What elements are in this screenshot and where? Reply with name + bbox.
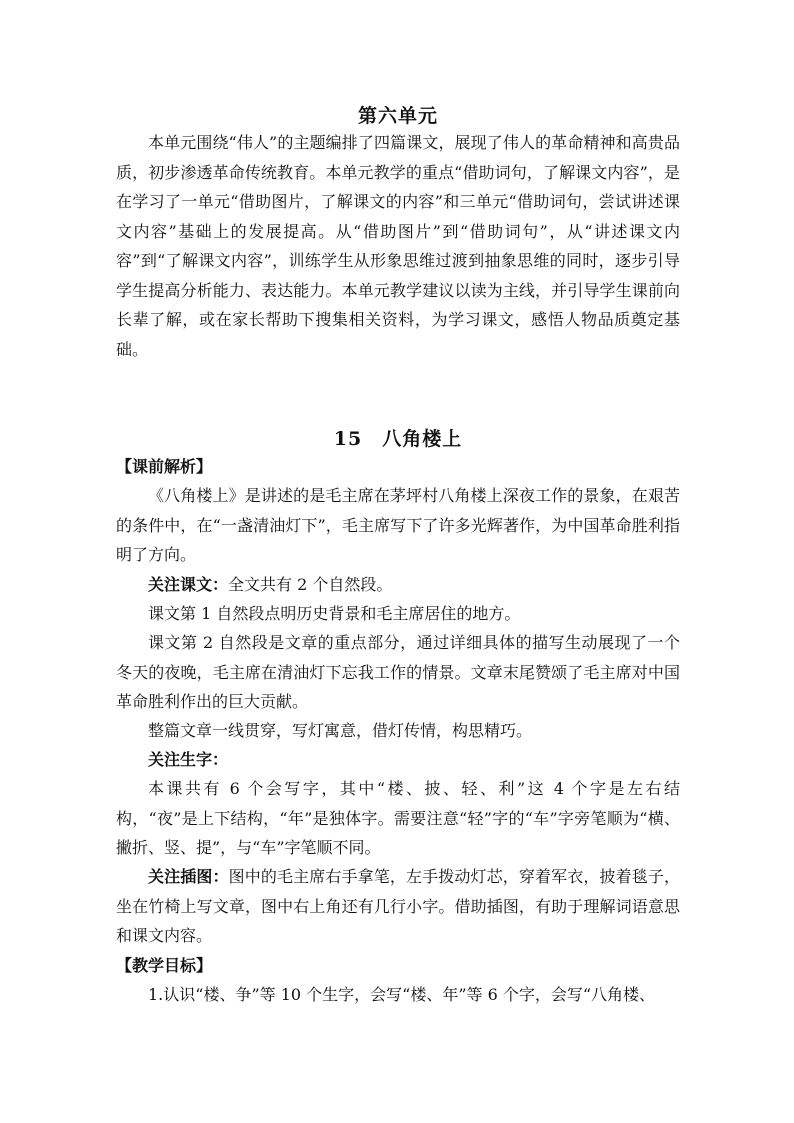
focus-chars-heading <box>116 745 680 775</box>
chars-note-paragraph: 本课共有 6 个会写字，其中“楼、披、轻、利”这 4 个字是左右结构，“夜”是上下结构，“年”是独体字。需要注意“轻”字的“车”字旁笔顺为“横、撇折、竖、提”，与“车”字笔顺不同。 <box>116 779 680 857</box>
section-heading-teaching-goals: 【教学目标】 <box>116 956 213 975</box>
paragraph-one-note: 课文第 1 自然段点明历史背景和毛主席居住的地方。 <box>148 604 521 623</box>
illus-note: 图中的毛主席右手拿笔，左手拨动灯芯，穿着军衣，披着毯子，坐在竹椅上写文章，图中右上角还有几行小字。借助插图，有助于理解词语意思和课文内容。 <box>116 867 680 945</box>
lesson-title: 15 八角楼上 <box>333 428 463 450</box>
focus-illus-label: 关注插图： <box>148 867 229 886</box>
focus-chars-label: 关注生字： <box>148 750 229 769</box>
section-heading-preview-analysis: 【课前解析】 <box>116 457 213 476</box>
focus-text-label: 关注课文： <box>148 575 229 594</box>
focus-text-value: 全文共有 2 个自然段。 <box>228 575 393 594</box>
unit-intro-paragraph: 本单元围绕“伟人”的主题编排了四篇课文，展现了伟人的革命精神和高贵品质，初步渗透革命传统教育。本单元教学的重点“借助词句，了解课文内容”，是在学习了一单元“借助图片，了解课文的内容”和三单元“借助词句，尝试讲述课文内容”基础上的发展提高。从“借助图片”到“借助词句”，从“讲述课文内容”到“了解课文内容”，训练学生从形象思维过渡到抽象思维的同时，逐步引导学生提高分析能力、表达能力。本单元教学建议以读为主线，并引导学生课前向长辈了解，或在家长帮助下搜集相关资料，为学习课文，感悟人物品质奠定基础。 <box>116 133 680 359</box>
summary-paragraph: 整篇文章一线贯穿，写灯寓意，借灯传情，构思精巧。 <box>148 721 533 740</box>
illustration-paragraph <box>116 862 680 951</box>
unit-title: 第六单元 <box>357 105 438 127</box>
focus-text-paragraph <box>116 570 680 600</box>
paragraph-two-note: 课文第 2 自然段是文章的重点部分，通过详细具体的描写生动展现了一个冬天的夜晚，毛主席在清油灯下忘我工作的情景。文章末尾赞颂了毛主席对中国革命胜利作出的巨大贡献。 <box>116 633 680 711</box>
goal-one-paragraph: 1.认识“楼、争”等 10 个生字，会写“楼、年”等 6 个字，会写“八角楼、 <box>148 985 656 1004</box>
lesson-analysis-paragraph: 《八角楼上》是讲述的是毛主席在茅坪村八角楼上深夜工作的景象，在艰苦的条件中，在“一盏清油灯下”，毛主席写下了许多光辉著作，为中国革命胜利指明了方向。 <box>116 486 680 564</box>
